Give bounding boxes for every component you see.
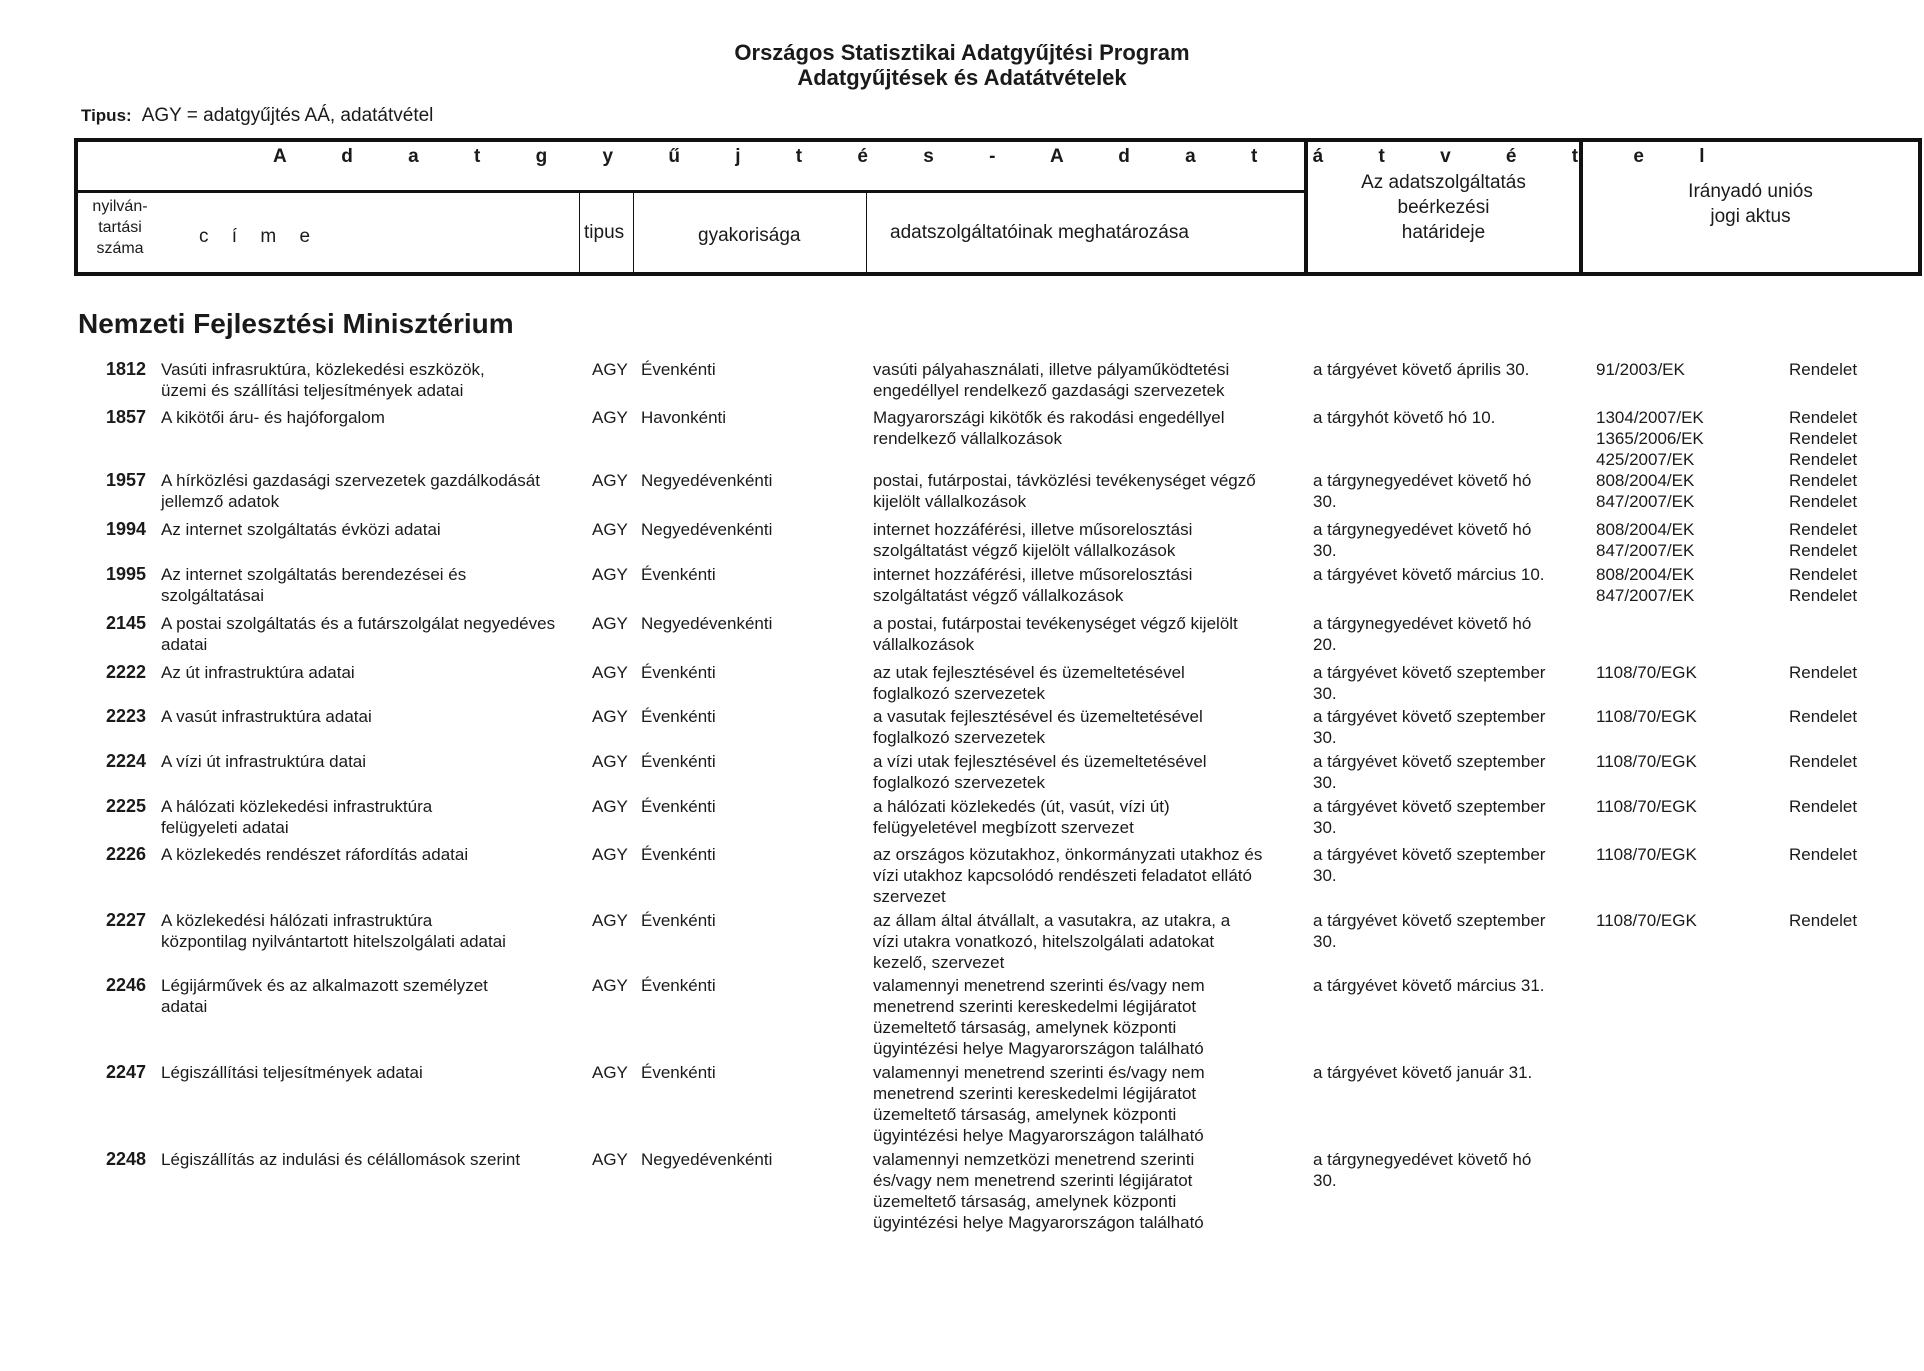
cell-line: 91/2003/EK	[1596, 360, 1685, 379]
cell-line: 1304/2007/EK	[1596, 408, 1704, 427]
cell-hatarido	[1313, 470, 1579, 512]
cell-hatarido	[1313, 662, 1579, 704]
cell-adatszolgaltatok	[873, 613, 1308, 655]
cell-line: szolgáltatást végző kijelölt vállalkozások	[873, 541, 1176, 560]
cell-line: ügyintézési helye Magyarországon található	[873, 1126, 1204, 1145]
cell-line: A postai szolgáltatás és a futárszolgálat negyedéves	[161, 614, 556, 633]
col-header-tipus: tipus	[584, 222, 625, 243]
cell-cime	[161, 407, 585, 428]
cell-jogi-aktus-fajta	[1789, 519, 1857, 561]
cell-line: 30.	[1313, 684, 1337, 703]
cell-line: Rendelet	[1789, 663, 1858, 682]
cell-line: szervezet	[873, 887, 946, 906]
cell-line: 30.	[1313, 932, 1337, 951]
cell-hatarido	[1313, 407, 1579, 428]
cell-line: 808/2004/EK	[1596, 520, 1695, 539]
cell-jogi-aktus-fajta	[1789, 796, 1857, 817]
cell-line: a tárgyévet követő március 31.	[1313, 976, 1545, 995]
cell-line: Rendelet	[1789, 360, 1858, 379]
cell-unios-jogi-aktus	[1596, 844, 1697, 865]
tipus-label: Tipus:	[81, 106, 132, 125]
cell-unios-jogi-aktus	[1596, 796, 1697, 817]
cell-line: 808/2004/EK	[1596, 565, 1695, 584]
cell-line: foglalkozó szervezetek	[873, 773, 1045, 792]
cell-line: adatai	[161, 635, 208, 654]
cell-adatszolgaltatok	[873, 519, 1308, 561]
cell-nyilvantartasi-szam: 1857	[105, 407, 146, 427]
cell-jogi-aktus-fajta	[1789, 407, 1857, 470]
cell-line: Rendelet	[1789, 797, 1858, 816]
cell-tipus: AGY	[592, 360, 628, 379]
cell-nyilvantartasi-szam: 1957	[105, 470, 146, 490]
cell-line: 847/2007/EK	[1596, 541, 1695, 560]
cell-adatszolgaltatok	[873, 1149, 1308, 1233]
cell-adatszolgaltatok	[873, 470, 1308, 512]
cell-cime	[161, 975, 585, 1017]
cell-unios-jogi-aktus	[1596, 359, 1685, 380]
cell-tipus: AGY	[592, 614, 628, 633]
cell-line: a tárgyévet követő szeptember	[1313, 797, 1546, 816]
cell-line: a vízi utak fejlesztésével és üzemeltetésével	[873, 752, 1207, 771]
cell-tipus: AGY	[592, 752, 628, 771]
cell-cime	[161, 751, 585, 772]
cell-line: az országos közutakhoz, önkormányzati utakhoz és	[873, 845, 1263, 864]
cell-line: Légiszállítás az indulási és célállomások szerint	[161, 1150, 521, 1169]
cell-line: rendelkező vállalkozások	[873, 429, 1062, 448]
cell-cime	[161, 796, 585, 838]
cell-line: A vasút infrastruktúra adatai	[161, 707, 372, 726]
cell-line: vízi utakra vonatkozó, hitelszolgálati adatokat	[873, 932, 1215, 951]
cell-line: Rendelet	[1789, 450, 1858, 469]
cell-hatarido	[1313, 844, 1579, 886]
cell-line: 1108/70/EGK	[1596, 663, 1697, 682]
cell-adatszolgaltatok	[873, 975, 1308, 1059]
cell-gyakorisaga: Évenkénti	[641, 360, 716, 379]
cell-line: ügyintézési helye Magyarországon található	[873, 1213, 1204, 1232]
cell-line: A hírközlési gazdasági szervezetek gazdálkodását	[161, 471, 540, 490]
cell-hatarido	[1313, 910, 1579, 952]
cell-tipus: AGY	[592, 1063, 628, 1082]
cell-line: 1108/70/EGK	[1596, 797, 1697, 816]
cell-tipus: AGY	[592, 408, 628, 427]
cell-jogi-aktus-fajta	[1789, 359, 1857, 380]
cell-line: 30.	[1313, 866, 1337, 885]
header-divider	[78, 190, 1304, 193]
cell-cime	[161, 910, 585, 952]
header-divider	[579, 193, 580, 272]
cell-line: 1108/70/EGK	[1596, 752, 1697, 771]
cell-cime	[161, 564, 585, 606]
cell-tipus: AGY	[592, 471, 628, 490]
cell-line: foglalkozó szervezetek	[873, 728, 1045, 747]
cell-cime	[161, 519, 585, 540]
cell-line: a tárgyévet követő január 31.	[1313, 1063, 1533, 1082]
cell-jogi-aktus-fajta	[1789, 751, 1857, 772]
cell-line: Légijárművek és az alkalmazott személyzet	[161, 976, 488, 995]
cell-nyilvantartasi-szam: 1812	[105, 359, 146, 379]
cell-adatszolgaltatok	[873, 910, 1308, 973]
cell-nyilvantartasi-szam: 2227	[105, 910, 146, 930]
cell-line: A közlekedési hálózati infrastruktúra	[161, 911, 433, 930]
cell-line: a tárgyévet követő szeptember	[1313, 911, 1546, 930]
cell-line: A kikötői áru- és hajóforgalom	[161, 408, 385, 427]
cell-cime	[161, 706, 585, 727]
cell-line: Vasúti infrasruktúra, közlekedési eszközök,	[161, 360, 485, 379]
cell-line: adatai	[161, 997, 208, 1016]
cell-line: kezelő, szervezet	[873, 953, 1005, 972]
cell-line: a tárgynegyedévet követő hó	[1313, 471, 1532, 490]
cell-tipus: AGY	[592, 707, 628, 726]
cell-cime	[161, 470, 585, 512]
header-divider	[633, 193, 634, 272]
cell-cime	[161, 844, 585, 865]
cell-jogi-aktus-fajta	[1789, 844, 1857, 865]
cell-hatarido	[1313, 1149, 1579, 1191]
cell-line: Az internet szolgáltatás évközi adatai	[161, 520, 441, 539]
cell-line: vízi utakhoz kapcsolódó rendészeti feladatot ellátó	[873, 866, 1252, 885]
cell-line: a tárgyévet követő március 10.	[1313, 565, 1545, 584]
cell-line: Az út infrastruktúra adatai	[161, 663, 355, 682]
cell-line: 425/2007/EK	[1596, 450, 1695, 469]
table-header	[74, 138, 1922, 276]
cell-adatszolgaltatok	[873, 751, 1308, 793]
cell-line: 847/2007/EK	[1596, 492, 1695, 511]
cell-line: 1365/2006/EK	[1596, 429, 1704, 448]
cell-line: Rendelet	[1789, 471, 1858, 490]
cell-line: ügyintézési helye Magyarországon található	[873, 1039, 1204, 1058]
cell-tipus: AGY	[592, 663, 628, 682]
cell-line: 30.	[1313, 773, 1337, 792]
cell-line: Rendelet	[1789, 492, 1858, 511]
cell-gyakorisaga: Negyedévenkénti	[641, 520, 773, 539]
cell-line: a vasutak fejlesztésével és üzemeltetésével	[873, 707, 1203, 726]
cell-line: a tárgynegyedévet követő hó	[1313, 520, 1532, 539]
cell-line: Rendelet	[1789, 845, 1858, 864]
cell-line: engedéllyel rendelkező gazdasági szervezetek	[873, 381, 1225, 400]
cell-unios-jogi-aktus	[1596, 910, 1697, 931]
cell-unios-jogi-aktus	[1596, 662, 1697, 683]
cell-line: jellemző adatok	[161, 492, 280, 511]
cell-line: a tárgyévet követő szeptember	[1313, 845, 1546, 864]
cell-cime	[161, 1149, 585, 1170]
cell-hatarido	[1313, 796, 1579, 838]
cell-line: Az internet szolgáltatás berendezései és	[161, 565, 467, 584]
cell-line: a tárgynegyedévet követő hó	[1313, 1150, 1532, 1169]
cell-hatarido	[1313, 564, 1579, 585]
cell-unios-jogi-aktus	[1596, 564, 1694, 606]
cell-tipus: AGY	[592, 1150, 628, 1169]
cell-hatarido	[1313, 613, 1579, 655]
cell-gyakorisaga: Évenkénti	[641, 797, 716, 816]
header-group-title: A d a t g y ű j t é s - A d a t á t v é t e l	[273, 146, 1730, 167]
cell-unios-jogi-aktus	[1596, 751, 1697, 772]
cell-jogi-aktus-fajta	[1789, 910, 1857, 931]
cell-hatarido	[1313, 1062, 1579, 1083]
cell-line: 30.	[1313, 492, 1337, 511]
cell-line: foglalkozó szervezetek	[873, 684, 1045, 703]
cell-line: központilag nyilvántartott hitelszolgálati adatai	[161, 932, 506, 951]
cell-jogi-aktus-fajta	[1789, 706, 1857, 727]
cell-cime	[161, 613, 585, 655]
cell-line: a tárgyévet követő szeptember	[1313, 752, 1546, 771]
cell-line: postai, futárpostai, távközlési tevékenységet végző	[873, 471, 1256, 490]
cell-nyilvantartasi-szam: 2225	[105, 796, 146, 816]
cell-hatarido	[1313, 359, 1579, 380]
cell-line: valamennyi menetrend szerinti és/vagy nem	[873, 976, 1205, 995]
cell-line: vasúti pályahasználati, illetve pályaműködtetési	[873, 360, 1230, 379]
cell-line: vállalkozások	[873, 635, 975, 654]
document-subtitle: Adatgyűjtések és Adatátvételek	[797, 65, 1127, 90]
cell-gyakorisaga: Évenkénti	[641, 845, 716, 864]
cell-gyakorisaga: Évenkénti	[641, 911, 716, 930]
cell-line: a tárgyévet követő szeptember	[1313, 707, 1546, 726]
cell-gyakorisaga: Évenkénti	[641, 663, 716, 682]
cell-line: üzemeltető társaság, amelynek központi	[873, 1105, 1177, 1124]
cell-cime	[161, 359, 585, 401]
cell-tipus: AGY	[592, 797, 628, 816]
cell-gyakorisaga: Évenkénti	[641, 1063, 716, 1082]
cell-hatarido	[1313, 751, 1579, 793]
cell-line: 30.	[1313, 1171, 1337, 1190]
cell-gyakorisaga: Negyedévenkénti	[641, 614, 773, 633]
cell-line: üzemeltető társaság, amelynek központi	[873, 1018, 1177, 1037]
cell-nyilvantartasi-szam: 2222	[105, 662, 146, 682]
cell-adatszolgaltatok	[873, 1062, 1308, 1146]
cell-line: Légiszállítási teljesítmények adatai	[161, 1063, 423, 1082]
cell-nyilvantartasi-szam: 2247	[105, 1062, 146, 1082]
cell-line: 1108/70/EGK	[1596, 707, 1697, 726]
cell-tipus: AGY	[592, 976, 628, 995]
cell-line: a tárgyévet követő szeptember	[1313, 663, 1546, 682]
cell-line: az utak fejlesztésével és üzemeltetésével	[873, 663, 1185, 682]
tipus-value: AGY = adatgyűjtés AÁ, adatátvétel	[141, 105, 434, 126]
cell-line: szolgáltatást végző vállalkozások	[873, 586, 1124, 605]
cell-line: 1108/70/EGK	[1596, 911, 1697, 930]
cell-line: és/vagy nem menetrend szerinti légijáratot	[873, 1171, 1193, 1190]
cell-line: felügyeleti adatai	[161, 818, 289, 837]
cell-gyakorisaga: Havonkénti	[641, 408, 727, 427]
cell-nyilvantartasi-szam: 2226	[105, 844, 146, 864]
section-title: Nemzeti Fejlesztési Minisztérium	[78, 308, 514, 339]
cell-adatszolgaltatok	[873, 662, 1308, 704]
cell-unios-jogi-aktus	[1596, 407, 1704, 470]
cell-line: Magyarországi kikötők és rakodási engedéllyel	[873, 408, 1225, 427]
cell-line: a tárgynegyedévet követő hó	[1313, 614, 1532, 633]
document-title: Országos Statisztikai Adatgyűjtési Program	[734, 40, 1190, 65]
cell-nyilvantartasi-szam: 2223	[105, 706, 146, 726]
cell-line: valamennyi nemzetközi menetrend szerinti	[873, 1150, 1195, 1169]
cell-gyakorisaga: Évenkénti	[641, 976, 716, 995]
cell-tipus: AGY	[592, 565, 628, 584]
col-header-adatszolgaltatok: adatszolgáltatóinak meghatározása	[890, 222, 1189, 243]
cell-hatarido	[1313, 519, 1579, 561]
cell-line: Rendelet	[1789, 520, 1858, 539]
cell-line: a tárgyhót követő hó 10.	[1313, 408, 1496, 427]
cell-gyakorisaga: Évenkénti	[641, 707, 716, 726]
cell-line: 847/2007/EK	[1596, 586, 1695, 605]
cell-unios-jogi-aktus	[1596, 470, 1694, 512]
cell-line: Rendelet	[1789, 911, 1858, 930]
cell-line: Rendelet	[1789, 408, 1858, 427]
cell-hatarido	[1313, 975, 1579, 996]
cell-tipus: AGY	[592, 911, 628, 930]
cell-gyakorisaga: Negyedévenkénti	[641, 471, 773, 490]
cell-line: A vízi út infrastruktúra datai	[161, 752, 367, 771]
cell-nyilvantartasi-szam: 2246	[105, 975, 146, 995]
cell-line: menetrend szerinti kereskedelmi légijáratot	[873, 997, 1197, 1016]
cell-cime	[161, 662, 585, 683]
cell-hatarido	[1313, 706, 1579, 748]
cell-unios-jogi-aktus	[1596, 706, 1697, 727]
cell-line: 1108/70/EGK	[1596, 845, 1697, 864]
col-header-unios-jogi-aktus: Irányadó uniós jogi aktus	[1688, 181, 1813, 227]
cell-line: üzemeltető társaság, amelynek központi	[873, 1192, 1177, 1211]
cell-line: 808/2004/EK	[1596, 471, 1695, 490]
cell-line: Rendelet	[1789, 565, 1858, 584]
tipus-legend	[81, 105, 433, 127]
cell-jogi-aktus-fajta	[1789, 662, 1857, 683]
cell-adatszolgaltatok	[873, 407, 1308, 449]
cell-line: üzemi és szállítási teljesítmények adatai	[161, 381, 464, 400]
cell-nyilvantartasi-szam: 2224	[105, 751, 146, 771]
cell-line: az állam által átvállalt, a vasutakra, az utakra, a	[873, 911, 1231, 930]
cell-adatszolgaltatok	[873, 359, 1308, 401]
cell-jogi-aktus-fajta	[1789, 564, 1857, 606]
cell-jogi-aktus-fajta	[1789, 470, 1857, 512]
cell-line: internet hozzáférési, illetve műsorelosztási	[873, 520, 1193, 539]
cell-line: 30.	[1313, 541, 1337, 560]
cell-line: menetrend szerinti kereskedelmi légijáratot	[873, 1084, 1197, 1103]
cell-line: A közlekedés rendészet ráfordítás adatai	[161, 845, 469, 864]
cell-line: a hálózati közlekedés (út, vasút, vízi út)	[873, 797, 1170, 816]
cell-nyilvantartasi-szam: 1994	[105, 519, 146, 539]
cell-adatszolgaltatok	[873, 796, 1308, 838]
cell-line: a postai, futárpostai tevékenységet végző kijelölt	[873, 614, 1238, 633]
col-header-nyilvantartasi-szam: nyilván- tartási száma	[92, 198, 148, 257]
cell-unios-jogi-aktus	[1596, 519, 1694, 561]
cell-line: Rendelet	[1789, 541, 1858, 560]
cell-line: Rendelet	[1789, 752, 1858, 771]
cell-nyilvantartasi-szam: 2248	[105, 1149, 146, 1169]
cell-gyakorisaga: Negyedévenkénti	[641, 1150, 773, 1169]
col-header-gyakorisaga: gyakorisága	[698, 225, 801, 246]
cell-gyakorisaga: Évenkénti	[641, 565, 716, 584]
cell-line: szolgáltatásai	[161, 586, 265, 605]
cell-nyilvantartasi-szam: 1995	[105, 564, 146, 584]
cell-adatszolgaltatok	[873, 706, 1308, 748]
cell-line: A hálózati közlekedési infrastruktúra	[161, 797, 433, 816]
cell-cime	[161, 1062, 585, 1083]
cell-adatszolgaltatok	[873, 564, 1308, 606]
cell-nyilvantartasi-szam: 2145	[105, 613, 146, 633]
header-divider	[866, 193, 867, 272]
cell-line: Rendelet	[1789, 429, 1858, 448]
cell-adatszolgaltatok	[873, 844, 1308, 907]
col-header-cime: c í m e	[199, 226, 320, 247]
cell-line: Rendelet	[1789, 586, 1858, 605]
cell-line: felügyeletével megbízott szervezet	[873, 818, 1134, 837]
cell-line: 30.	[1313, 728, 1337, 747]
cell-gyakorisaga: Évenkénti	[641, 752, 716, 771]
cell-line: 20.	[1313, 635, 1337, 654]
cell-line: Rendelet	[1789, 707, 1858, 726]
cell-tipus: AGY	[592, 845, 628, 864]
cell-tipus: AGY	[592, 520, 628, 539]
cell-line: valamennyi menetrend szerinti és/vagy nem	[873, 1063, 1205, 1082]
cell-line: 30.	[1313, 818, 1337, 837]
cell-line: a tárgyévet követő április 30.	[1313, 360, 1530, 379]
cell-line: kijelölt vállalkozások	[873, 492, 1027, 511]
col-header-hatarido: Az adatszolgáltatás beérkezési határideje	[1361, 172, 1526, 243]
cell-line: internet hozzáférési, illetve műsorelosztási	[873, 565, 1193, 584]
